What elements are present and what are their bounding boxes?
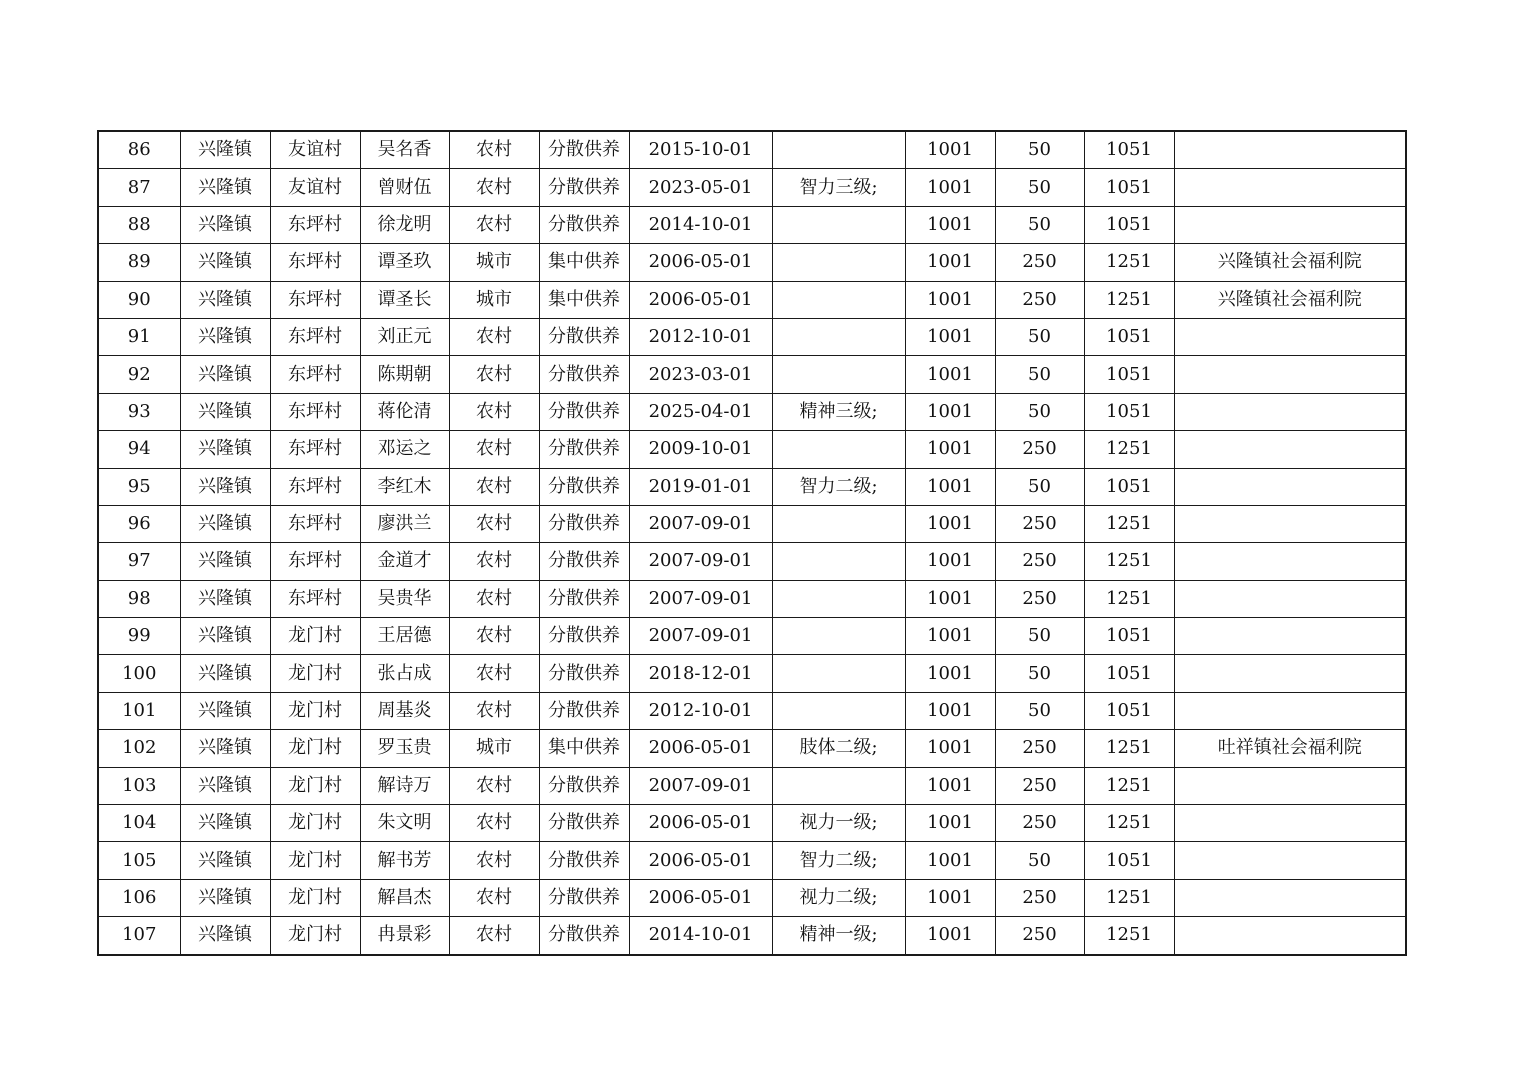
start-date-cell: 2023-05-01 [629,169,772,206]
disability-cell: 智力三级; [772,169,905,206]
village-cell: 友谊村 [270,169,360,206]
support-type-cell: 分散供养 [539,805,629,842]
extra-amount-cell: 250 [995,505,1084,542]
support-type-cell: 分散供养 [539,655,629,692]
start-date-cell: 2007-09-01 [629,767,772,804]
table-row [98,805,1406,842]
support-type-cell: 集中供养 [539,244,629,281]
table-row [98,281,1406,318]
disability-cell [772,356,905,393]
village-cell: 龙门村 [270,842,360,879]
institution-cell [1174,692,1406,729]
town-cell: 兴隆镇 [180,468,270,505]
base-amount-cell: 1001 [905,805,995,842]
start-date-cell: 2009-10-01 [629,431,772,468]
start-date-cell: 2006-05-01 [629,805,772,842]
start-date-cell: 2006-05-01 [629,244,772,281]
extra-amount-cell: 50 [995,468,1084,505]
person-name-cell: 解诗万 [360,767,449,804]
extra-amount-cell: 250 [995,281,1084,318]
village-cell: 龙门村 [270,655,360,692]
support-type-cell: 集中供养 [539,730,629,767]
row-number-cell: 106 [98,879,180,916]
disability-cell: 精神三级; [772,393,905,430]
total-amount-cell: 1051 [1084,692,1174,729]
institution-cell [1174,356,1406,393]
total-amount-cell: 1251 [1084,767,1174,804]
table-row [98,917,1406,955]
start-date-cell: 2014-10-01 [629,917,772,955]
household-type-cell: 农村 [449,206,539,243]
base-amount-cell: 1001 [905,655,995,692]
person-name-cell: 刘正元 [360,318,449,355]
support-type-cell: 分散供养 [539,879,629,916]
person-name-cell: 吴贵华 [360,580,449,617]
base-amount-cell: 1001 [905,131,995,169]
support-type-cell: 分散供养 [539,505,629,542]
row-number-cell: 104 [98,805,180,842]
town-cell: 兴隆镇 [180,431,270,468]
base-amount-cell: 1001 [905,318,995,355]
disability-cell: 智力二级; [772,842,905,879]
institution-cell [1174,580,1406,617]
person-name-cell: 张占成 [360,655,449,692]
institution-cell [1174,543,1406,580]
village-cell: 东坪村 [270,281,360,318]
base-amount-cell: 1001 [905,767,995,804]
town-cell: 兴隆镇 [180,618,270,655]
person-name-cell: 金道才 [360,543,449,580]
extra-amount-cell: 50 [995,318,1084,355]
table-row [98,169,1406,206]
total-amount-cell: 1051 [1084,131,1174,169]
row-number-cell: 90 [98,281,180,318]
town-cell: 兴隆镇 [180,131,270,169]
household-type-cell: 农村 [449,618,539,655]
base-amount-cell: 1001 [905,618,995,655]
total-amount-cell: 1051 [1084,206,1174,243]
institution-cell [1174,431,1406,468]
person-name-cell: 吴名香 [360,131,449,169]
start-date-cell: 2007-09-01 [629,505,772,542]
household-type-cell: 农村 [449,842,539,879]
town-cell: 兴隆镇 [180,917,270,955]
start-date-cell: 2012-10-01 [629,692,772,729]
town-cell: 兴隆镇 [180,655,270,692]
row-number-cell: 93 [98,393,180,430]
row-number-cell: 105 [98,842,180,879]
person-name-cell: 李红木 [360,468,449,505]
village-cell: 东坪村 [270,393,360,430]
support-type-cell: 分散供养 [539,543,629,580]
disability-cell [772,618,905,655]
household-type-cell: 农村 [449,356,539,393]
extra-amount-cell: 50 [995,618,1084,655]
household-type-cell: 农村 [449,318,539,355]
start-date-cell: 2018-12-01 [629,655,772,692]
village-cell: 龙门村 [270,917,360,955]
start-date-cell: 2007-09-01 [629,543,772,580]
institution-cell [1174,393,1406,430]
base-amount-cell: 1001 [905,917,995,955]
row-number-cell: 99 [98,618,180,655]
support-type-cell: 分散供养 [539,917,629,955]
base-amount-cell: 1001 [905,206,995,243]
start-date-cell: 2006-05-01 [629,879,772,916]
total-amount-cell: 1251 [1084,805,1174,842]
row-number-cell: 86 [98,131,180,169]
table-row [98,244,1406,281]
table-row [98,580,1406,617]
town-cell: 兴隆镇 [180,692,270,729]
support-type-cell: 分散供养 [539,692,629,729]
row-number-cell: 107 [98,917,180,955]
town-cell: 兴隆镇 [180,169,270,206]
total-amount-cell: 1251 [1084,281,1174,318]
town-cell: 兴隆镇 [180,767,270,804]
household-type-cell: 农村 [449,505,539,542]
household-type-cell: 农村 [449,655,539,692]
household-type-cell: 农村 [449,543,539,580]
support-type-cell: 分散供养 [539,468,629,505]
village-cell: 东坪村 [270,580,360,617]
village-cell: 龙门村 [270,692,360,729]
total-amount-cell: 1051 [1084,655,1174,692]
disability-cell [772,281,905,318]
start-date-cell: 2006-05-01 [629,730,772,767]
person-name-cell: 朱文明 [360,805,449,842]
extra-amount-cell: 250 [995,767,1084,804]
town-cell: 兴隆镇 [180,543,270,580]
disability-cell [772,431,905,468]
row-number-cell: 100 [98,655,180,692]
town-cell: 兴隆镇 [180,356,270,393]
row-number-cell: 94 [98,431,180,468]
disability-cell [772,580,905,617]
village-cell: 龙门村 [270,618,360,655]
household-type-cell: 农村 [449,169,539,206]
start-date-cell: 2019-01-01 [629,468,772,505]
village-cell: 东坪村 [270,356,360,393]
base-amount-cell: 1001 [905,543,995,580]
institution-cell [1174,131,1406,169]
row-number-cell: 102 [98,730,180,767]
disability-cell [772,655,905,692]
table-row [98,356,1406,393]
start-date-cell: 2006-05-01 [629,281,772,318]
start-date-cell: 2023-03-01 [629,356,772,393]
support-type-cell: 分散供养 [539,318,629,355]
extra-amount-cell: 50 [995,655,1084,692]
village-cell: 龙门村 [270,730,360,767]
table-row [98,206,1406,243]
institution-cell [1174,805,1406,842]
table-row [98,618,1406,655]
table-row [98,543,1406,580]
support-type-cell: 分散供养 [539,618,629,655]
household-type-cell: 农村 [449,805,539,842]
institution-cell [1174,842,1406,879]
row-number-cell: 91 [98,318,180,355]
start-date-cell: 2007-09-01 [629,580,772,617]
total-amount-cell: 1051 [1084,393,1174,430]
row-number-cell: 87 [98,169,180,206]
total-amount-cell: 1251 [1084,505,1174,542]
person-name-cell: 罗玉贵 [360,730,449,767]
start-date-cell: 2014-10-01 [629,206,772,243]
institution-cell [1174,206,1406,243]
start-date-cell: 2025-04-01 [629,393,772,430]
base-amount-cell: 1001 [905,244,995,281]
base-amount-cell: 1001 [905,356,995,393]
base-amount-cell: 1001 [905,505,995,542]
table-row [98,393,1406,430]
row-number-cell: 103 [98,767,180,804]
row-number-cell: 92 [98,356,180,393]
person-name-cell: 周基炎 [360,692,449,729]
total-amount-cell: 1251 [1084,431,1174,468]
institution-cell: 兴隆镇社会福利院 [1174,244,1406,281]
village-cell: 东坪村 [270,543,360,580]
support-recipients-table [97,130,1407,956]
total-amount-cell: 1251 [1084,917,1174,955]
extra-amount-cell: 250 [995,730,1084,767]
institution-cell [1174,879,1406,916]
person-name-cell: 谭圣玖 [360,244,449,281]
disability-cell [772,543,905,580]
base-amount-cell: 1001 [905,468,995,505]
extra-amount-cell: 50 [995,206,1084,243]
row-number-cell: 95 [98,468,180,505]
extra-amount-cell: 50 [995,692,1084,729]
town-cell: 兴隆镇 [180,805,270,842]
person-name-cell: 蒋伦清 [360,393,449,430]
table-row [98,767,1406,804]
total-amount-cell: 1251 [1084,244,1174,281]
institution-cell [1174,505,1406,542]
table-row [98,505,1406,542]
person-name-cell: 解昌杰 [360,879,449,916]
total-amount-cell: 1051 [1084,618,1174,655]
town-cell: 兴隆镇 [180,842,270,879]
person-name-cell: 廖洪兰 [360,505,449,542]
extra-amount-cell: 250 [995,543,1084,580]
start-date-cell: 2012-10-01 [629,318,772,355]
table-body [98,131,1406,955]
institution-cell [1174,618,1406,655]
disability-cell [772,767,905,804]
total-amount-cell: 1251 [1084,879,1174,916]
household-type-cell: 农村 [449,131,539,169]
person-name-cell: 王居德 [360,618,449,655]
town-cell: 兴隆镇 [180,318,270,355]
person-name-cell: 曾财伍 [360,169,449,206]
village-cell: 龙门村 [270,879,360,916]
row-number-cell: 88 [98,206,180,243]
total-amount-cell: 1051 [1084,842,1174,879]
base-amount-cell: 1001 [905,879,995,916]
row-number-cell: 89 [98,244,180,281]
institution-cell [1174,169,1406,206]
village-cell: 龙门村 [270,805,360,842]
row-number-cell: 98 [98,580,180,617]
row-number-cell: 97 [98,543,180,580]
village-cell: 东坪村 [270,244,360,281]
person-name-cell: 陈期朝 [360,356,449,393]
start-date-cell: 2015-10-01 [629,131,772,169]
disability-cell [772,318,905,355]
household-type-cell: 农村 [449,468,539,505]
row-number-cell: 101 [98,692,180,729]
extra-amount-cell: 50 [995,169,1084,206]
town-cell: 兴隆镇 [180,244,270,281]
town-cell: 兴隆镇 [180,393,270,430]
household-type-cell: 农村 [449,917,539,955]
support-type-cell: 集中供养 [539,281,629,318]
table-row [98,468,1406,505]
institution-cell: 吐祥镇社会福利院 [1174,730,1406,767]
table-row [98,318,1406,355]
village-cell: 龙门村 [270,767,360,804]
town-cell: 兴隆镇 [180,580,270,617]
support-type-cell: 分散供养 [539,206,629,243]
person-name-cell: 冉景彩 [360,917,449,955]
support-type-cell: 分散供养 [539,131,629,169]
village-cell: 东坪村 [270,468,360,505]
base-amount-cell: 1001 [905,431,995,468]
total-amount-cell: 1251 [1084,730,1174,767]
base-amount-cell: 1001 [905,393,995,430]
table-row [98,842,1406,879]
extra-amount-cell: 250 [995,805,1084,842]
total-amount-cell: 1251 [1084,543,1174,580]
village-cell: 东坪村 [270,431,360,468]
household-type-cell: 城市 [449,281,539,318]
extra-amount-cell: 250 [995,580,1084,617]
institution-cell [1174,318,1406,355]
total-amount-cell: 1051 [1084,356,1174,393]
base-amount-cell: 1001 [905,730,995,767]
row-number-cell: 96 [98,505,180,542]
extra-amount-cell: 250 [995,431,1084,468]
base-amount-cell: 1001 [905,281,995,318]
town-cell: 兴隆镇 [180,879,270,916]
disability-cell [772,206,905,243]
institution-cell [1174,767,1406,804]
total-amount-cell: 1051 [1084,169,1174,206]
institution-cell [1174,655,1406,692]
total-amount-cell: 1251 [1084,580,1174,617]
disability-cell: 视力一级; [772,805,905,842]
total-amount-cell: 1051 [1084,468,1174,505]
table-row [98,692,1406,729]
base-amount-cell: 1001 [905,692,995,729]
table-row [98,879,1406,916]
extra-amount-cell: 50 [995,356,1084,393]
household-type-cell: 城市 [449,244,539,281]
town-cell: 兴隆镇 [180,730,270,767]
household-type-cell: 城市 [449,730,539,767]
extra-amount-cell: 250 [995,917,1084,955]
household-type-cell: 农村 [449,580,539,617]
support-type-cell: 分散供养 [539,431,629,468]
table-row [98,730,1406,767]
institution-cell [1174,468,1406,505]
town-cell: 兴隆镇 [180,505,270,542]
person-name-cell: 解书芳 [360,842,449,879]
extra-amount-cell: 250 [995,879,1084,916]
support-type-cell: 分散供养 [539,767,629,804]
support-type-cell: 分散供养 [539,842,629,879]
household-type-cell: 农村 [449,393,539,430]
disability-cell: 视力二级; [772,879,905,916]
support-type-cell: 分散供养 [539,356,629,393]
extra-amount-cell: 50 [995,393,1084,430]
town-cell: 兴隆镇 [180,206,270,243]
total-amount-cell: 1051 [1084,318,1174,355]
disability-cell [772,244,905,281]
person-name-cell: 徐龙明 [360,206,449,243]
disability-cell [772,505,905,542]
support-type-cell: 分散供养 [539,393,629,430]
extra-amount-cell: 250 [995,244,1084,281]
institution-cell [1174,917,1406,955]
institution-cell: 兴隆镇社会福利院 [1174,281,1406,318]
disability-cell [772,131,905,169]
extra-amount-cell: 50 [995,842,1084,879]
support-type-cell: 分散供养 [539,580,629,617]
village-cell: 东坪村 [270,318,360,355]
table-row [98,655,1406,692]
household-type-cell: 农村 [449,767,539,804]
disability-cell: 精神一级; [772,917,905,955]
table-row [98,431,1406,468]
base-amount-cell: 1001 [905,842,995,879]
start-date-cell: 2006-05-01 [629,842,772,879]
support-type-cell: 分散供养 [539,169,629,206]
table-row [98,131,1406,169]
extra-amount-cell: 50 [995,131,1084,169]
household-type-cell: 农村 [449,879,539,916]
base-amount-cell: 1001 [905,169,995,206]
village-cell: 东坪村 [270,206,360,243]
village-cell: 友谊村 [270,131,360,169]
disability-cell: 智力二级; [772,468,905,505]
village-cell: 东坪村 [270,505,360,542]
disability-cell [772,692,905,729]
start-date-cell: 2007-09-01 [629,618,772,655]
base-amount-cell: 1001 [905,580,995,617]
disability-cell: 肢体二级; [772,730,905,767]
household-type-cell: 农村 [449,692,539,729]
person-name-cell: 邓运之 [360,431,449,468]
household-type-cell: 农村 [449,431,539,468]
person-name-cell: 谭圣长 [360,281,449,318]
town-cell: 兴隆镇 [180,281,270,318]
